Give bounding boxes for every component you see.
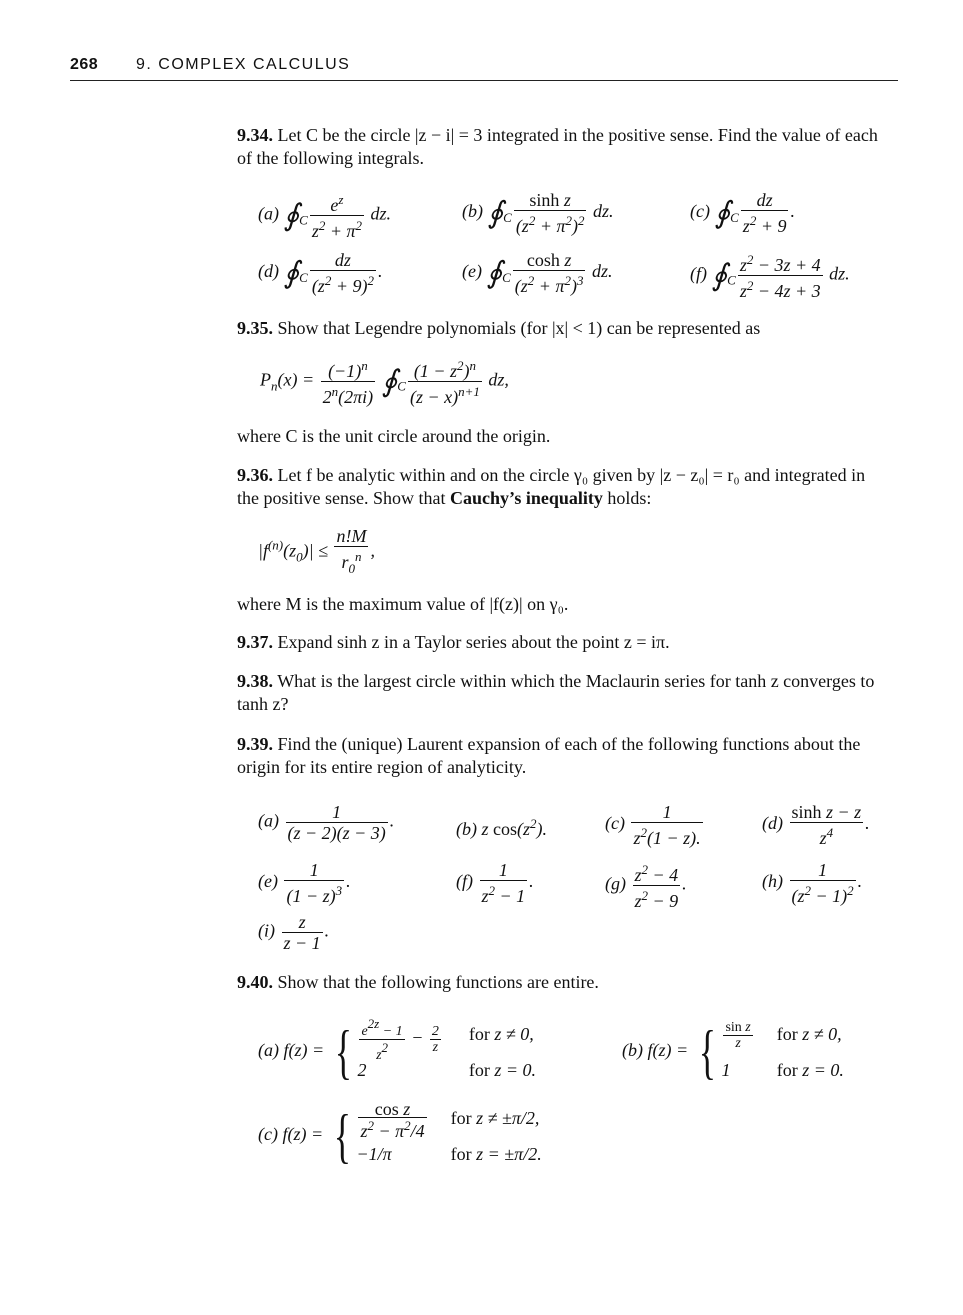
- problem-text-end: holds:: [602, 488, 652, 508]
- problem-9-36: [237, 464, 885, 510]
- problem-9-36-after: where M is the maximum value of |f(z)| on γ₀.: [237, 594, 569, 614]
- laurent-h: (h) $\frac{1}{(z^2 - 1)^2}$ .: [762, 860, 863, 906]
- integral-d: (d) $∮_C$ $\frac{dz}{(z^2 + 9)^2}$ .: [258, 250, 383, 296]
- laurent-b: (b) z $\cos(z^2)$.: [456, 816, 547, 839]
- entire-b: (b) f(z) = { $\frac{\text{sin z}}{z}$ 1 for z ≠ 0, for z = 0.: [622, 1019, 844, 1085]
- problem-9-39: [237, 733, 885, 779]
- problem-number: 9.35.: [237, 318, 273, 338]
- integral-e: (e) $∮_C$ $\frac{\text{cosh z}}{(z^2 + \pi^2)^3}$ dz.: [462, 250, 613, 296]
- laurent-g: (g) $\frac{z^2 - 4}{z^2 - 9}$ .: [605, 862, 687, 911]
- problem-9-35-after: where C is the unit circle around the origin.: [237, 426, 551, 446]
- problem-number: 9.38.: [237, 671, 273, 691]
- problem-text: Show that Legendre polynomials (for |x| < 1) can be represented as: [277, 318, 761, 338]
- laurent-c: (c) $\frac{1}{z^2(1 - z).}$: [605, 802, 701, 848]
- problem-9-40: [237, 971, 885, 994]
- laurent-a: (a) $\frac{1}{(z - 2)(z - 3)}$ .: [258, 802, 395, 843]
- problem-number: 9.40.: [237, 972, 273, 992]
- integral-b: (b) $∮_C$ $\frac{\text{sinh z}}{(z^2 + \pi^2)^2}$ dz.: [462, 190, 614, 236]
- problem-number: 9.39.: [237, 734, 273, 754]
- integral-c: (c) $∮_C$ $\frac{dz}{z^2 + 9}$ .: [690, 190, 795, 236]
- page-number: 268: [70, 56, 99, 73]
- legendre-formula: $P_n(x)$ = $\frac{(-1)^n}{2^n(2\pi i)}$ $∮_C$ $\frac{(1 - z^2)^n}{(z - x)^{n+1}}$ dz,: [260, 358, 509, 407]
- problem-text: Let C be the circle |z − i| = 3 integrated in the positive sense. Find the value of each of the following integrals.: [237, 125, 878, 168]
- problem-number: 9.36.: [237, 465, 273, 485]
- laurent-i: (i) $\frac{z}{z - 1}$ .: [258, 912, 330, 953]
- problem-text: Find the (unique) Laurent expansion of each of the following functions about the origin for its entire region of analyticity.: [237, 734, 861, 777]
- laurent-d: (d) $\frac{\text{sinh z − z}}{z^4}$ .: [762, 802, 870, 848]
- problem-text: What is the largest circle within which the Maclaurin series for tanh z converges to tanh z?: [237, 671, 875, 714]
- problem-text: Show that the following functions are entire.: [277, 972, 599, 992]
- cauchy-inequality-term: Cauchy’s inequality: [449, 488, 603, 508]
- laurent-f: (f) $\frac{1}{z^2 - 1}$ .: [456, 860, 534, 906]
- problem-text: Expand sinh z in a Taylor series about the point z = iπ.: [277, 632, 670, 652]
- page-header: [70, 56, 898, 81]
- integral-f: (f) $∮_C$ $\frac{z^2 - 3z + 4}{z^2 - 4z + 3}$ dz.: [690, 252, 850, 301]
- problem-9-35: [237, 317, 885, 340]
- laurent-e: (e) $\frac{1}{(1 - z)^3}$ .: [258, 860, 351, 906]
- problem-9-38: [237, 670, 885, 716]
- entire-c: (c) f(z) = { $\frac{\text{cos z}}{z^2 - \pi^2/4}$ −1/π for z ≠ ±π/2, for z = ±π/2.: [258, 1098, 542, 1169]
- problem-text: Let f be analytic within and on the circle γ₀ given by |z − z₀| = r₀ and integrated in the positive sense. Show that: [237, 465, 866, 508]
- problem-number: 9.37.: [237, 632, 273, 652]
- problem-9-37: [237, 631, 885, 654]
- cauchy-formula: $|f^{(n)}(z_0)|$ ≤ $\frac{n!M}{r_0^n}$ ,: [258, 526, 375, 576]
- problem-number: 9.34.: [237, 125, 273, 145]
- problem-9-34: [237, 124, 885, 170]
- chapter-title: 9. COMPLEX CALCULUS: [136, 56, 351, 73]
- integral-a: (a) $∮_C$ $\frac{e^z}{z^2 + \pi^2}$ dz.: [258, 192, 392, 241]
- entire-a: (a) f(z) = { $\frac{e2z - 1}{z2}$ − $\frac{2}{z}$ 2 for z ≠ 0, for z = 0.: [258, 1016, 536, 1085]
